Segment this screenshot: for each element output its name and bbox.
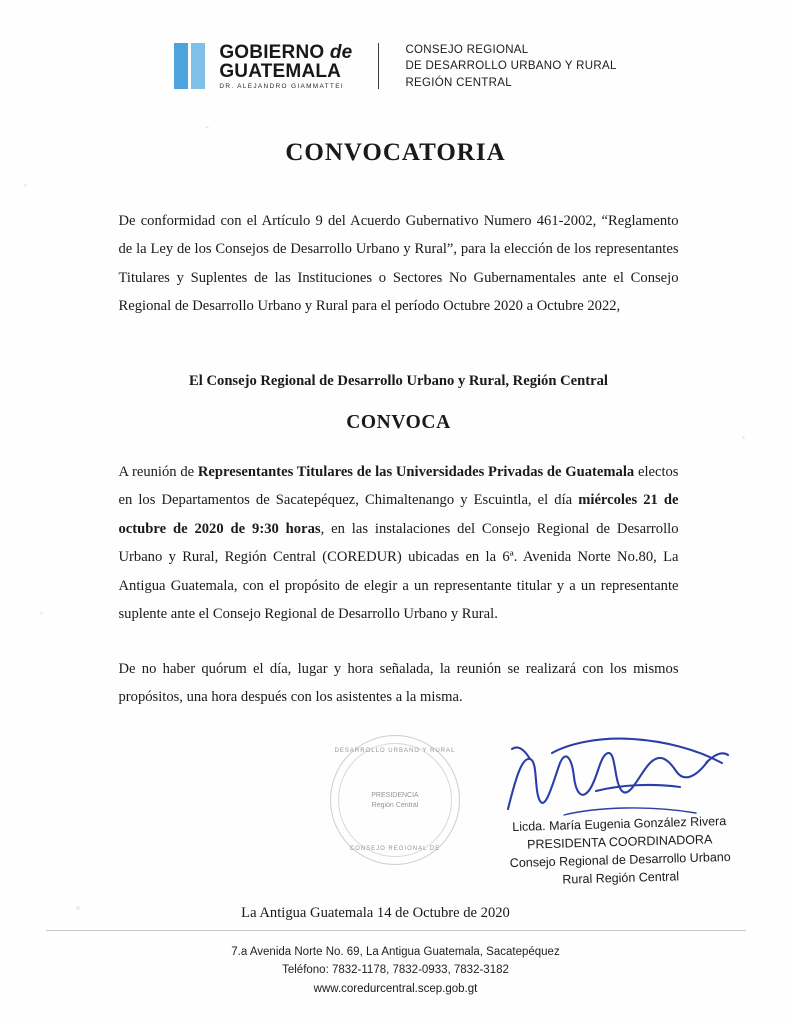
page-footer — [0, 930, 791, 998]
document-body — [113, 207, 679, 711]
letterhead-divider — [378, 43, 379, 89]
seal-text-top: DESARROLLO URBANO Y RURAL — [334, 748, 456, 755]
paper-speck — [76, 906, 80, 910]
council-line-3: REGIÓN CENTRAL — [405, 76, 512, 89]
signatory-org-line-1: Consejo Regional de Desarrollo Urbano — [509, 850, 731, 871]
president-name: DR. ALEJANDRO GIAMMATTEI — [219, 82, 344, 90]
document-date: La Antigua Guatemala 14 de Octubre de 2020 — [241, 905, 510, 922]
gobierno-emblem-icon — [174, 43, 205, 89]
council-name-block — [405, 42, 616, 91]
footer-address: 7.a Avenida Norte No. 69, La Antigua Guatemala, Sacatepéquez — [231, 945, 560, 958]
signatory-org-line-2: Rural Región Central — [562, 870, 680, 888]
signatory-position: PRESIDENTA COORDINADORA — [526, 832, 713, 853]
gobierno-de-word: de — [329, 41, 353, 63]
council-line-1: CONSEJO REGIONAL — [405, 44, 529, 56]
paper-speck — [24, 184, 27, 187]
paper-speck — [205, 126, 209, 128]
paragraph-legal-basis: De conformidad con el Artículo 9 del Acuerdo Gubernativo Numero 461-2002, “Reglamento de la Ley de los Consejos de Desarrollo Urbano y Rural”, para la elección de los representantes Titulares y Suplentes de las Instituciones o Sectores No Gubernamentales ante el Consejo Regional de Desarrollo Urbano y Rural para el período Octubre 2020 a Octubre 2022, — [118, 212, 679, 315]
signatory-name: Licda. María Eugenia González Rivera — [512, 814, 727, 835]
footer-website[interactable]: www.coredurcentral.scep.gob.gt — [313, 982, 478, 995]
meeting-seg-5: , en las instalaciones del Consejo Regional de Desarrollo Urbano y Rural, Región Central (COREDUR) ubicadas en la 6ª. Avenida Norte No.80, La Antigua Guatemala, con el propósito de elegir a un representante titular y a un representante suplente ante el Consejo Regional de Desarrollo Urbano y Rural. — [118, 520, 679, 623]
seal-center-text — [331, 791, 459, 809]
paper-speck — [742, 436, 745, 439]
paragraph-meeting-details — [119, 458, 679, 629]
meeting-seg-1: A reunión de — [118, 463, 198, 480]
footer-phone: Teléfono: 7832-1178, 7832-0933, 7832-3182 — [282, 964, 509, 977]
official-seal-icon — [330, 735, 460, 865]
meeting-representatives: Representantes Titulares de las Universidades Privadas de Guatemala — [197, 463, 635, 480]
issuing-entity: El Consejo Regional de Desarrollo Urbano y Rural, Región Central — [189, 372, 608, 389]
signature-zone — [0, 729, 791, 899]
paragraph-quorum: De no haber quórum el día, lugar y hora señalada, la reunión se realizará con los mismos propósitos, una hora después con los asistentes a la misma. — [118, 660, 679, 705]
signatory-block — [469, 811, 771, 892]
meeting-seg-3: electos en los Departamentos de Sacatepéquez, Chimaltenango y Escuintla, el día — [118, 463, 679, 509]
gobierno-wordmark — [219, 43, 352, 90]
page-title: CONVOCATORIA — [285, 138, 506, 166]
paper-speck — [40, 612, 43, 615]
gobierno-word: GOBIERNO — [219, 41, 325, 63]
council-line-2: DE DESARROLLO URBANO Y RURAL — [405, 60, 617, 73]
guatemala-word: GUATEMALA — [219, 61, 342, 83]
letterhead — [0, 0, 791, 91]
convoca-heading: CONVOCA — [346, 411, 451, 433]
seal-center-line-1: PRESIDENCIA — [371, 792, 419, 800]
seal-center-line-2: Región Central — [371, 801, 419, 809]
meeting-datetime: miércoles 21 de octubre de 2020 de 9:30 horas — [118, 492, 679, 537]
seal-text-bottom: CONSEJO REGIONAL DE — [349, 846, 441, 853]
footer-divider — [46, 930, 746, 931]
